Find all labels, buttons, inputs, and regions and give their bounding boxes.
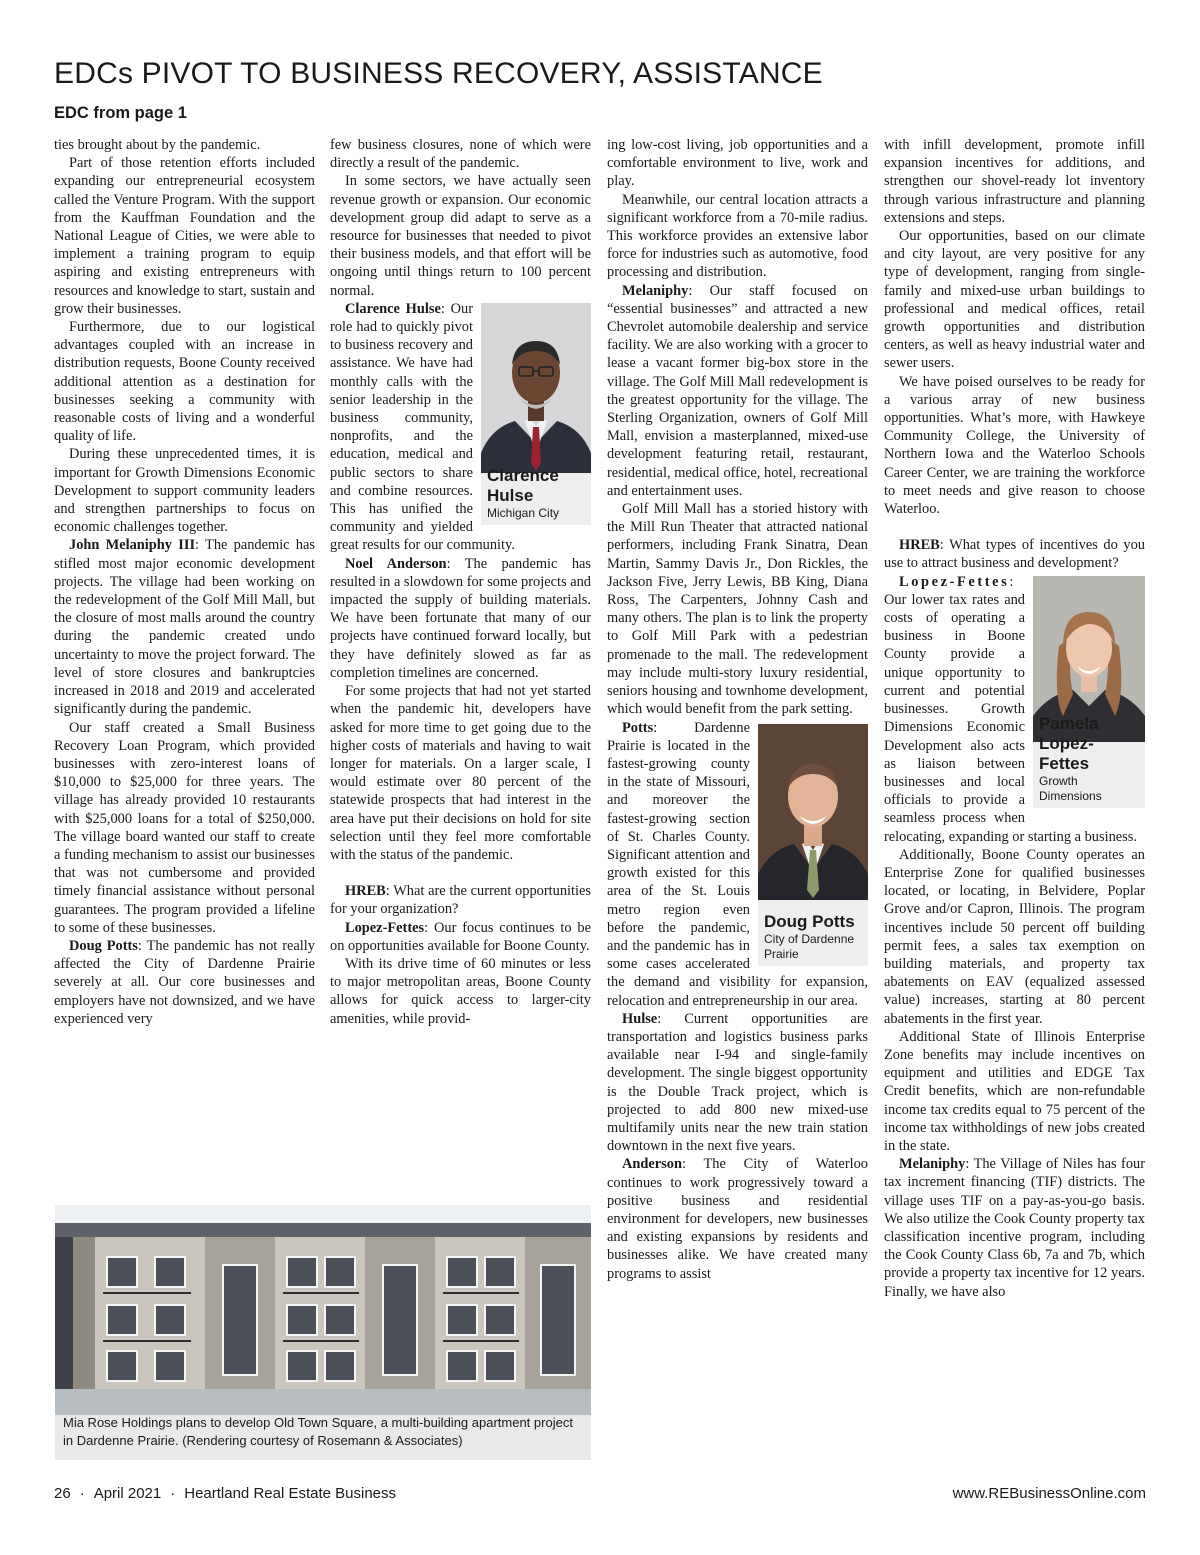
speaker-name: Anderson [622, 1156, 682, 1173]
speaker-name: Lopez-Fettes [899, 573, 1010, 590]
paragraph-text: : Our role had to quickly pivot to business recovery and assistance. We have had monthly calls with the senior leadership in the business community, nonprofits, and the education, medical and public sectors to share and combine resources. This has unified the community and yielded great results for our community. [330, 300, 515, 554]
continued-from-line: EDC from page 1 [54, 104, 187, 122]
page-number: 26 [54, 1485, 71, 1502]
paragraph-text: : What are the current opportunities for your organization? [330, 883, 591, 918]
portrait-potts [758, 724, 868, 966]
portrait-org: Michigan City [487, 505, 560, 520]
paragraph-text: : Our focus continues to be on opportunities available for Boone County. [330, 919, 591, 954]
paragraph: few business closures, none of which were directly a result of the pandemic. [330, 137, 591, 172]
speaker-name: Lopez-Fettes [345, 919, 425, 936]
paragraph-text: : Our lower tax rates and costs of operating a business in Boone County provide a unique opportunity to current and potential businesses. Growth Dimensions Economic Development also acts as liaison between businesses and local officials to provide a seamless process when relocating, expanding or starting a business. [884, 573, 1137, 845]
paragraph: Our opportunities, based on our climate and city layout, are very positive for any type of development, ranging from single-family and mixed-use urban buildings to professional and medical offices, retail growth opportunities and distribution centers, as well as heavy industrial water and sewer users. [884, 228, 1145, 372]
speaker-name: HREB [899, 537, 940, 554]
paragraph: Part of those retention efforts included expanding our entrepreneurial ecosystem called the Venture Program. With the support from the Kauffman Foundation and the National League of Cities, we were able to implement a training program to equip aspiring and existing entrepreneurs with resources and knowledge to start, sustain and grow their businesses. [54, 155, 315, 317]
paragraph: With its drive time of 60 minutes or less to major metropolitan areas, Boone County allows for quick access to larger-city amenities, while provid- [330, 955, 591, 1027]
paragraph [884, 573, 1145, 846]
paragraph-text: : Our staff focused on “essential businesses” and attracted a new Chevrolet automobile dealership and service facility. We are also working with a grocer to lease a vacant former big-box store in the village. The Golf Mill Mall redevelopment is the greatest opportunity for the village. The Sterling Organization, owners of Golf Mill Mall, envision a masterplanned, mixed-use development featuring retail, restaurant, residential, medical office, hotel, recreational and entertainment uses. [607, 282, 868, 499]
paragraph: Furthermore, due to our logistical advantages coupled with an increase in distribution requests, Boone County received additional attention as a destination for businesses seeking a community with reasonable costs of living and a wonderful quality of life. [54, 319, 315, 445]
separator-dot: · [79, 1485, 85, 1502]
paragraph [607, 1010, 868, 1156]
website-link[interactable]: www.REBusinessOnline.com [952, 1485, 1146, 1502]
apartment-rendering-figure [55, 1205, 591, 1460]
separator-dot: · [170, 1485, 176, 1502]
footer-left [54, 1484, 396, 1504]
column-3 [607, 136, 868, 1283]
portrait-org: City of Dardenne Prairie [764, 931, 855, 961]
paragraph: During these unprecedented times, it is important for Growth Dimensions Economic Development to support community leaders and strengthen partnerships to focus on economic challenges together. [54, 446, 315, 536]
portrait-hulse [481, 303, 591, 525]
paragraph: ing low-cost living, job opportunities and a comfortable environment to live, work and play. [607, 137, 868, 190]
speaker-name: John Melaniphy III [69, 537, 196, 554]
paragraph [607, 719, 868, 1010]
portrait-name: Doug Potts [764, 911, 855, 931]
paragraph: Golf Mill Mall has a storied history with the Mill Run Theater that attracted national performers, including Frank Sinatra, Dean Martin, Sammy Davis Jr., Don Rickles, the Jackson Five, Jerry Lewis, BB King, Diana Ross, The Carpenters, Johnny Cash and many others. The plan is to link the property to Golf Mill Park with a pedestrian promenade to the mall. The redevelopment may include multi-story luxury residential, seniors housing and townhome development, which would benefit from the park setting. [607, 501, 868, 718]
paragraph [54, 937, 315, 1028]
paragraph [884, 1155, 1145, 1301]
publication-name: Heartland Real Estate Business [184, 1485, 397, 1502]
paragraph-text: : The pandemic has resulted in a slowdown for some projects and impacted the supply of building materials. We have been fortunate that many of our projects have continued forward locally, but they have definitely slowed as far as completion timelines are concerned. [330, 555, 592, 681]
column-1 [54, 136, 315, 1028]
paragraph: with infill development, promote infill expansion incentives for additions, and strengthen our shovel-ready lot inventory through various infrastructure and planning extensions and steps. [884, 137, 1145, 226]
speaker-name: HREB [345, 883, 386, 900]
portrait-org: Growth Dimensions [1039, 773, 1102, 803]
portrait-caption [764, 912, 866, 962]
speaker-name: Hulse [622, 1010, 658, 1027]
speaker-name: Potts [622, 719, 654, 736]
paragraph: Our staff created a Small Business Recovery Loan Program, which provided businesses with zero-interest loans of $10,000 to $25,000 for three years. The village has already provided 10 restaurants with $25,000 loans for a total of $250,000. The village board wanted our staff to create a funding mechanism to assist our businesses that was not cumbersome and provided timely financial assistance without personal guarantees. The program provided a lifeline to some of these businesses. [54, 719, 315, 936]
column-2 [330, 136, 591, 1028]
paragraph: Meanwhile, our central location attracts a significant workforce from a 70-mile radius. This workforce provides an extensive labor force for industries such as automotive, food processing and distribution. [607, 191, 868, 281]
paragraph-text: : The City of Waterloo continues to work progressively toward a positive business and residential environment for developers, new businesses and existing expansions by residents and businesses alike. We have created many programs to assist [607, 1156, 868, 1282]
speaker-name: Melaniphy [899, 1156, 966, 1173]
portrait-name: Pamela Lopez-Fettes [1039, 713, 1099, 773]
paragraph: In some sectors, we have actually seen revenue growth or expansion. Our economic development group did adapt to serve as a resource for businesses that needed to pivot their business models, and that effort will be ongoing until things return to 100 percent normal. [330, 173, 591, 299]
speaker-name: Melaniphy [622, 282, 689, 299]
paragraph [330, 919, 591, 955]
speaker-name: Noel Anderson [345, 555, 447, 572]
portrait-lopez-fettes [1033, 576, 1145, 808]
paragraph [330, 882, 591, 918]
paragraph: For some projects that had not yet started when the pandemic hit, developers have asked for more time to get going due to the higher costs of materials and having to wait longer for materials. On a larger scale, I would estimate over 80 percent of the statewide prospects that had interest in the area have put their decisions on hold for site selection until they feel more comfortable with the status of the pandemic. [330, 683, 591, 863]
issue-date: April 2021 [93, 1485, 162, 1502]
page-headline: EDCs PIVOT TO BUSINESS RECOVERY, ASSISTANCE [54, 57, 823, 90]
portrait-caption [1039, 714, 1143, 804]
portrait-caption [487, 466, 589, 521]
paragraph-text: : Dardenne Prairie is located in the fastest-growing county in the state of Missouri, and moreover the fastest-growing section of St. Charles County. Significant attention and growth existed for this area of the St. Louis metro region even before the pandemic, and the pandemic has in some cases accelerated the demand and visibility for expansion, relocation and entrepreneurship in our area. [607, 719, 868, 1009]
portrait-name: Clarence Hulse [487, 465, 559, 505]
paragraph-text: : The Village of Niles has four tax increment financing (TIF) districts. The village uses TIF on a pay-as-you-go basis. We also utilize the Cook County property tax classification incentive program, including the Cook County Class 6b, 7a and 7b, which provide a property tax incentive for 12 years. Finally, we have also [884, 1156, 1145, 1300]
speaker-name: Clarence Hulse [345, 300, 441, 317]
rendering-caption: Mia Rose Holdings plans to develop Old Town Square, a multi-building apartment project in Dardenne Prairie. (Rendering courtesy of Rosemann & Associates) [63, 1415, 573, 1448]
paragraph [330, 555, 591, 682]
paragraph [607, 1155, 868, 1282]
paragraph: Additional State of Illinois Enterprise Zone benefits may include incentives on equipment and utilities and EDGE Tax Credit benefits, which are non-refundable income tax credits equal to 75 percent of the income tax withholdings of new jobs created in the state. [884, 1028, 1145, 1154]
paragraph [884, 536, 1145, 572]
paragraph: ties brought about by the pandemic. [54, 137, 261, 153]
apartment-rendering-icon [55, 1205, 591, 1415]
paragraph [330, 300, 591, 555]
column-4 [884, 136, 1145, 1301]
paragraph [54, 536, 315, 718]
paragraph: Additionally, Boone County operates an Enterprise Zone for qualified businesses located, or locating, in Belvidere, Poplar Grove and/or Capron, Illinois. The program incentives include 50 percent off building permit fees, a sales tax exemption on building materials, and property tax abatements on EAV (equalized assessed value) increases, starting at 80 percent abatements in the first year. [884, 846, 1145, 1027]
paragraph-text: : The pandemic has stifled most major economic development projects. The village had been working on the redevelopment of the Golf Mill Mall, but the closure of most malls around the country during the pandemic created undo uncertainty to move the project forward. The level of store closures and bankruptcies increased in 2018 and 2019 and accelerated significantly during the pandemic. [54, 537, 315, 718]
paragraph [607, 282, 868, 500]
speaker-name: Doug Potts [69, 937, 138, 954]
paragraph-text: : The pandemic has not really affected the City of Dardenne Prairie severely at all. Our core businesses and employers have not downsized, and we have experienced very [54, 937, 315, 1027]
paragraph-text: : What types of incentives do you use to attract business and development? [884, 537, 1145, 572]
paragraph-text: : Current opportunities are transportation and logistics business parks available near I-94 and single-family development. The single biggest opportunity is the Double Track project, which is projected to add 800 new mixed-use multifamily units near the new train station downtown in the next five years. [607, 1010, 868, 1155]
paragraph: We have poised ourselves to be ready for a various array of new business opportunities. What’s more, with Hawkeye Community College, the University of Northern Iowa and the Waterloo Schools Career Center, we are training the workforce to meet needs and give reason to choose Waterloo. [884, 373, 1145, 518]
